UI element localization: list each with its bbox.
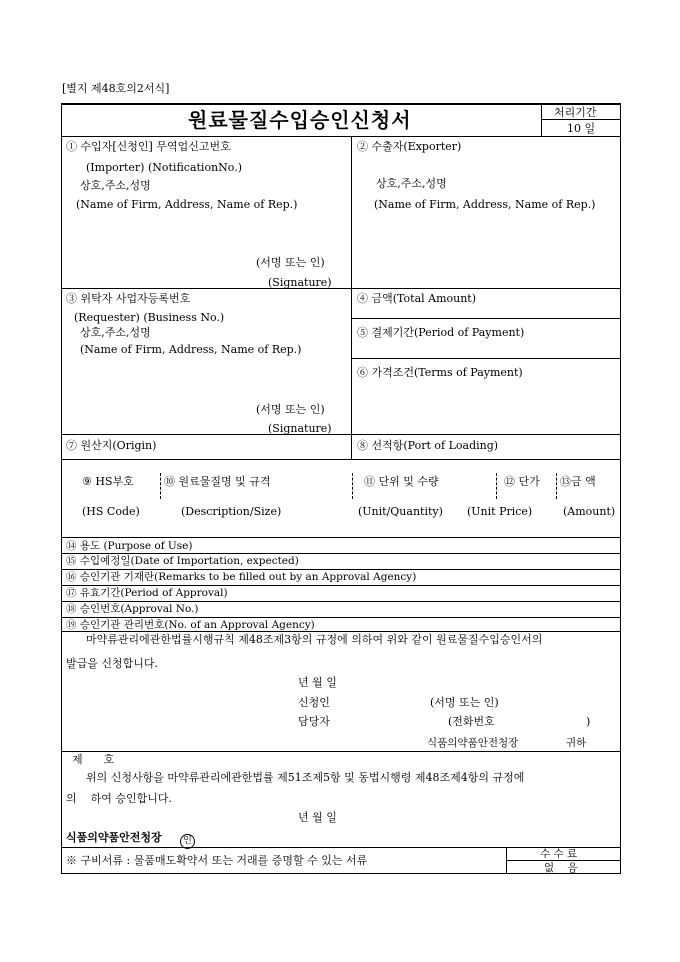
title-bottom-line [61, 136, 621, 137]
item-line-6 [61, 631, 621, 632]
unit-price-header: ⑫ 단가 [504, 475, 540, 488]
loading-port-label: ⑧ 선적항(Port of Loading) [357, 439, 499, 452]
description-header-en: (Description/Size) [181, 505, 282, 518]
requester-firm-label: 상호,주소,성명 [80, 326, 151, 339]
item-line-1 [61, 553, 621, 554]
processing-value: 10 일 [567, 122, 596, 135]
manager-label: 담당자 [298, 715, 330, 728]
approval-date: 년 월 일 [298, 811, 337, 824]
approval-period-label: ⑰ 유효기간(Period of Approval) [66, 587, 228, 599]
price-terms-label: ⑥ 가격조건(Terms of Payment) [357, 366, 523, 379]
fee-label: 수 수 료 [540, 848, 578, 860]
declaration-line-2: 발급을 신청합니다. [66, 657, 159, 670]
purpose-of-use-label: ⑭ 용도 (Purpose of Use) [66, 540, 193, 552]
unit-quantity-header-en: (Unit/Quantity) [358, 505, 443, 518]
unit-quantity-header: ⑪ 단위 및 수량 [364, 475, 439, 488]
processing-split [541, 119, 620, 120]
frame-right [620, 103, 621, 874]
row-line-2 [61, 434, 621, 435]
approval-number-field: 제 호 [72, 753, 115, 766]
description-header: ⑩ 원료물질명 및 규격 [164, 475, 271, 488]
middle-divider [351, 136, 352, 459]
phone-label: (전화번호 [448, 715, 495, 728]
approval-authority: 식품의약품안전청장 [66, 831, 162, 844]
unit-price-header-en: (Unit Price) [467, 505, 533, 518]
goods-divider-4 [556, 473, 557, 499]
payment-period-label: ⑤ 결제기간(Period of Payment) [357, 326, 525, 339]
item-line-3 [61, 585, 621, 586]
agency-remarks-label: ⑯ 승인기관 기재란(Remarks to be filled out by an Approval Agency) [66, 571, 417, 583]
requester-firm-label-en: (Name of Firm, Address, Name of Rep.) [80, 343, 302, 356]
item-line-4 [61, 601, 621, 602]
applicant-sign: (서명 또는 인) [430, 696, 499, 709]
requester-label: ③ 위탁자 사업자등록번호 [66, 292, 191, 305]
amount-header-en: (Amount) [563, 505, 616, 518]
exporter-label: ② 수출자(Exporter) [357, 140, 462, 153]
importer-sign: (서명 또는 인) [256, 256, 325, 269]
hs-code-header-en: (HS Code) [82, 505, 140, 518]
importer-label: ① 수입자[신청인] 무역업신고번호 [66, 140, 231, 153]
frame-top [61, 103, 621, 105]
approval-number-label: ⑱ 승인번호(Approval No.) [66, 603, 199, 615]
page-title: 원료물질수입승인신청서 [188, 108, 412, 132]
declaration-line-1: 마약류관리에관한법률시행규칙 제48조제3항의 규정에 의하여 위와 같이 원료물질수입승인서의 [86, 633, 543, 646]
item-line-5 [61, 617, 621, 618]
recipient-suffix: 귀하 [566, 737, 587, 749]
amount-bottom-line [351, 318, 621, 319]
declaration-date: 년 월 일 [298, 676, 337, 689]
origin-label: ⑦ 원산지(Origin) [66, 439, 157, 452]
importation-date-label: ⑮ 수입예정일(Date of Importation, expected) [66, 555, 299, 567]
goods-divider-2 [352, 473, 353, 499]
row-line-3 [61, 459, 621, 460]
hs-code-header: ⑨ HS부호 [82, 475, 134, 488]
requester-label-en: (Requester) (Business No.) [74, 311, 225, 324]
required-documents-note: ※ 구비서류 : 물품매도확약서 또는 거래를 증명할 수 있는 서류 [66, 854, 368, 867]
applicant-label: 신청인 [298, 696, 330, 709]
payment-bottom-line [351, 358, 621, 359]
row-line-4 [61, 537, 621, 538]
phone-close: ) [586, 715, 591, 728]
row-line-5 [61, 751, 621, 752]
processing-label: 처리기간 [554, 106, 597, 119]
approval-line-1: 위의 신청사항을 마약류관리에관한법률 제51조제5항 및 동법시행령 제48조제4항의 규정에 [86, 771, 525, 784]
agency-number-label: ⑲ 승인기관 관리번호(No. of an Approval Agency) [66, 619, 315, 631]
row-line-6 [61, 847, 621, 848]
form-label: [별지 제48호의2서식] [62, 82, 170, 95]
requester-sign-en: (Signature) [268, 422, 332, 435]
importer-firm-label: 상호,주소,성명 [80, 179, 151, 192]
importer-firm-label-en: (Name of Firm, Address, Name of Rep.) [76, 198, 298, 211]
exporter-firm-label-en: (Name of Firm, Address, Name of Rep.) [374, 198, 596, 211]
importer-sign-en: (Signature) [268, 276, 332, 289]
fee-value: 없 음 [544, 862, 578, 874]
requester-sign: (서명 또는 인) [256, 403, 325, 416]
exporter-firm-label: 상호,주소,성명 [376, 177, 447, 190]
recipient-authority: 식품의약품안전청장 [427, 737, 519, 749]
row-line-1 [61, 288, 621, 289]
fee-split [506, 860, 621, 861]
goods-divider-1 [160, 473, 161, 499]
importer-label-en: (Importer) (NotificationNo.) [86, 161, 242, 174]
total-amount-label: ④ 금액(Total Amount) [357, 292, 477, 305]
amount-header: ⑬금 액 [560, 475, 596, 488]
frame-bottom [61, 873, 621, 874]
approval-line-2: 의 하여 승인합니다. [66, 792, 172, 805]
frame-left [61, 103, 62, 874]
goods-divider-3 [496, 473, 497, 499]
seal-text: 인 [180, 834, 195, 849]
item-line-2 [61, 569, 621, 570]
